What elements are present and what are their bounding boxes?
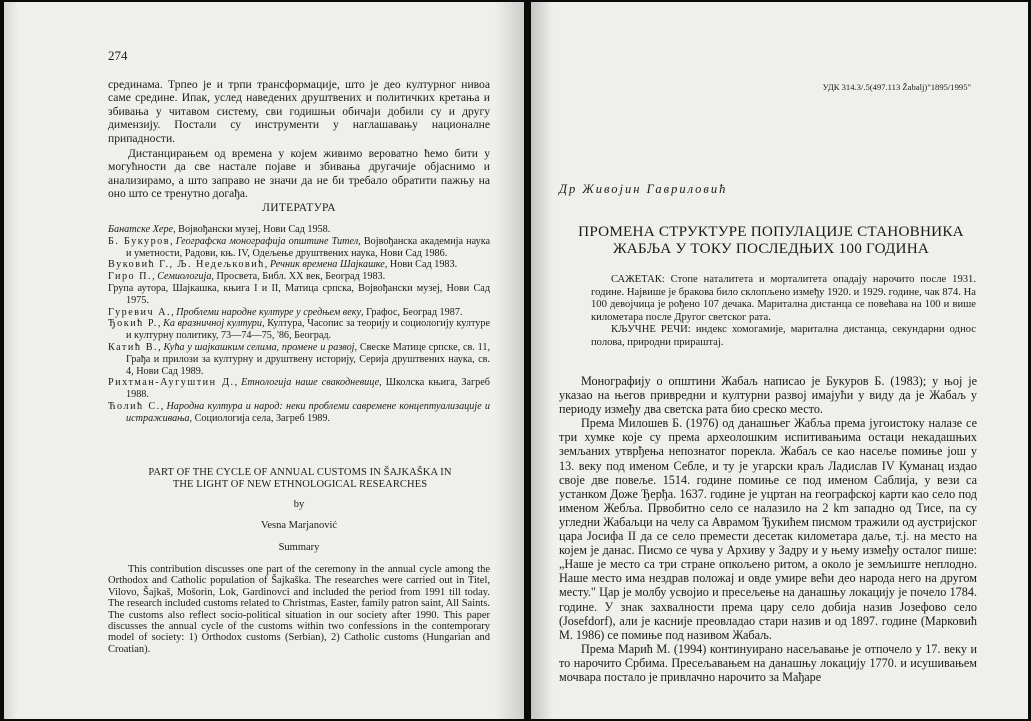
udk-classification: УДК 314.3/.5(497.113 Žabalj)"1895/1995" [822, 82, 971, 92]
abstract-text: САЖЕТАК: Стопе наталитета и морталитета опадају нарочито после 1931. године. Највише је бракова било склопљено између 1920. и 1929. године, чак 874. На 100 девојчица је рођено 107 дечака. Маритална дистанца се повећава на 100 и више километара после Другог светског рата. [591, 274, 976, 323]
reference-item: Ђокић Р., Ка вразничној култури, Култура, Часопис за теорију и социологију културе и културну политику, 73—74—75, '86, Београд. [108, 318, 491, 342]
reference-item: Ћолић С., Народна култура и народ: неки проблеми савремене концептуализације и истраживања, Социологија села, Загреб 1989. [108, 400, 491, 424]
reference-item: Катић В., Кућа у шајкашким селима, промене и развој, Свеске Матице српске, св. 11, Грађа и прилози за културну и друштвену историју, Серија друштвених наука, св. 4, Нови Сад 1989. [108, 341, 491, 377]
page-number: 274 [108, 48, 128, 63]
right-page [531, 2, 1028, 719]
summary-label: Summary [278, 542, 320, 553]
reference-item: Банатске Хере, Војвођански музеј, Нови Сад 1958. [108, 224, 331, 235]
gutter-shadow [531, 2, 553, 719]
article-abstract [591, 274, 976, 350]
english-author: Vesna Marjanović [260, 520, 338, 531]
body-paragraph: Према Милошев Б. (1976) од данашњег Жабља према југоистоку налазе се три хумке које су према археолошким испитивањима остаци некадашњих земљаних утврђења непознатог порекла. Жабаљ се као насеље помиње још у 13. веку под именом Себле, и ту је угарски краљ Ладислав IV Куманац издао своје две повеље. 1514. године помиње се под именом Саблија, у вези са устанком Доже Ђерђа. 1637. године је уцртан на географској карти као село под именом Жебља. Првобитно село се налазило на 2 km западно од Тисе, па су угледни Жабаљци на челу са Аврамом Ђукићем писмом тражили од аустријског цара Јосифа II да се село премести десетак километара даље, т.ј. на место на којем је данас. Писмо се чува у Архиву у Задру и у њему између осталог пише: „Наше је место са три стране опкољено ритом, а около је земљиште неплодно. Наше место има нездрав положај и овде умире већи део народа него на другом месту." Цар је молбу усвојио и пресељење на данашњу локацију је почело 1784. године. У знак захвалности према цару село добија назив Јозефово село (Josefdorf), али је касније преовладао стари назив и од 1897. године (Марковић М. 1986) се помиње под називом Жабаљ. [559, 416, 977, 642]
article-body [559, 374, 977, 684]
reference-item: Рихтман-Аугуштин Д., Етнологија наше свакодневице, Школска књига, Загреб 1988. [108, 377, 490, 401]
reference-item: Гуревич А., Проблеми народне културе у средњем веку, Графос, Београд 1987. [108, 306, 463, 318]
article-author: Др Живојин Гавриловић [559, 182, 728, 196]
body-paragraph: Према Марић М. (1994) континуирано насељавање је отпочело у 17. веку и то нарочито Србима. Пресељавањем на данашњу локацију 1770. и исушивањем мочвара постало је привлачно нарочито за Мађаре [559, 641, 977, 684]
article-title: ПРОМЕНА СТРУКТУРЕ ПОПУЛАЦИЈЕ СТАНОВНИКА ЖАБЉА У ТОКУ ПОСЛЕДЊИХ 100 ГОДИНА [578, 223, 964, 257]
reference-list [108, 224, 490, 425]
left-page [4, 2, 524, 719]
keywords-text: КЉУЧНЕ РЕЧИ: индекс хомогамије, маритална дистанца, секундарни однос полова, природни прираштај. [591, 324, 976, 348]
reference-item: Група аутора, Шајкашка, књига I и II, Матица српска, Војвођански музеј, Нови Сад 1975. [108, 282, 490, 306]
page-edge-shadow [4, 2, 18, 719]
literature-heading: ЛИТЕРАТУРА [262, 202, 336, 214]
english-summary-body [108, 564, 490, 655]
by-label: by [293, 499, 305, 510]
reference-item: Б. Букуров, Географска монографија општине Тител, Војвођанска академија наука и уметности, Радови, књ. IV, Одељење друштвених наука, Нови Сад 1986. [108, 235, 491, 259]
body-paragraph: Дистанцирањем од времена у којем живимо вероватно ћемо бити у могућности да све настале појаве и збивања другачије објаснимо и анализирамо, а што заправо не значи да не би требало обратити пажњу на оно што се тренутно догађа. [108, 147, 490, 201]
gutter-shadow [494, 2, 524, 719]
left-body-text [108, 78, 490, 201]
body-paragraph: Монографију о општини Жабаљ написао је Букуров Б. (1983); у њој је указао на његов привредни и културни развој имајући у виду да је Жабаљ у периоду између два светска рата био среско место. [559, 374, 977, 417]
english-summary-title: PART OF THE CYCLE OF ANNUAL CUSTOMS IN ŠAJKAŠKA IN THE LIGHT OF NEW ETHNOLOGICAL RESEARCHES [148, 467, 452, 490]
reference-item: Вуковић Г., Љ. Недељковић, Речник времена Шајкашке, Нови Сад 1983. [108, 259, 458, 271]
reference-item: Гиро П., Семиологија, Просвета, Библ. XX век, Београд 1983. [108, 271, 386, 283]
body-paragraph: срединама. Трпео је и трпи трансформације, што је део културног нивоа саме средине. Ипак, услед наведених друштвених и политичких кретања и збивања у читавом систему, сви годишњи обичаји добили су и другу димензију. Постали су инструменти у наглашавању националне припадности. [108, 78, 490, 145]
summary-paragraph: This contribution discusses one part of the ceremony in the annual cycle among the Orthodox and Catholic population of Šajkaška. The researches were carried out in Titel, Vilovo, Šajkaš, Mošorin, Lok, Gardinovci and included the period from 1991 till today. The research included customs related to Christmas, Easter, family patron saint, All Saints. The customs also reflect socio-political situation in our society after 1990. This paper discusses the annual cycle of the customs within two confessions in the contemporary model of society: 1) Orthodox customs (Serbian), 2) Catholic customs (Hungarian and Croatian). [108, 564, 490, 655]
